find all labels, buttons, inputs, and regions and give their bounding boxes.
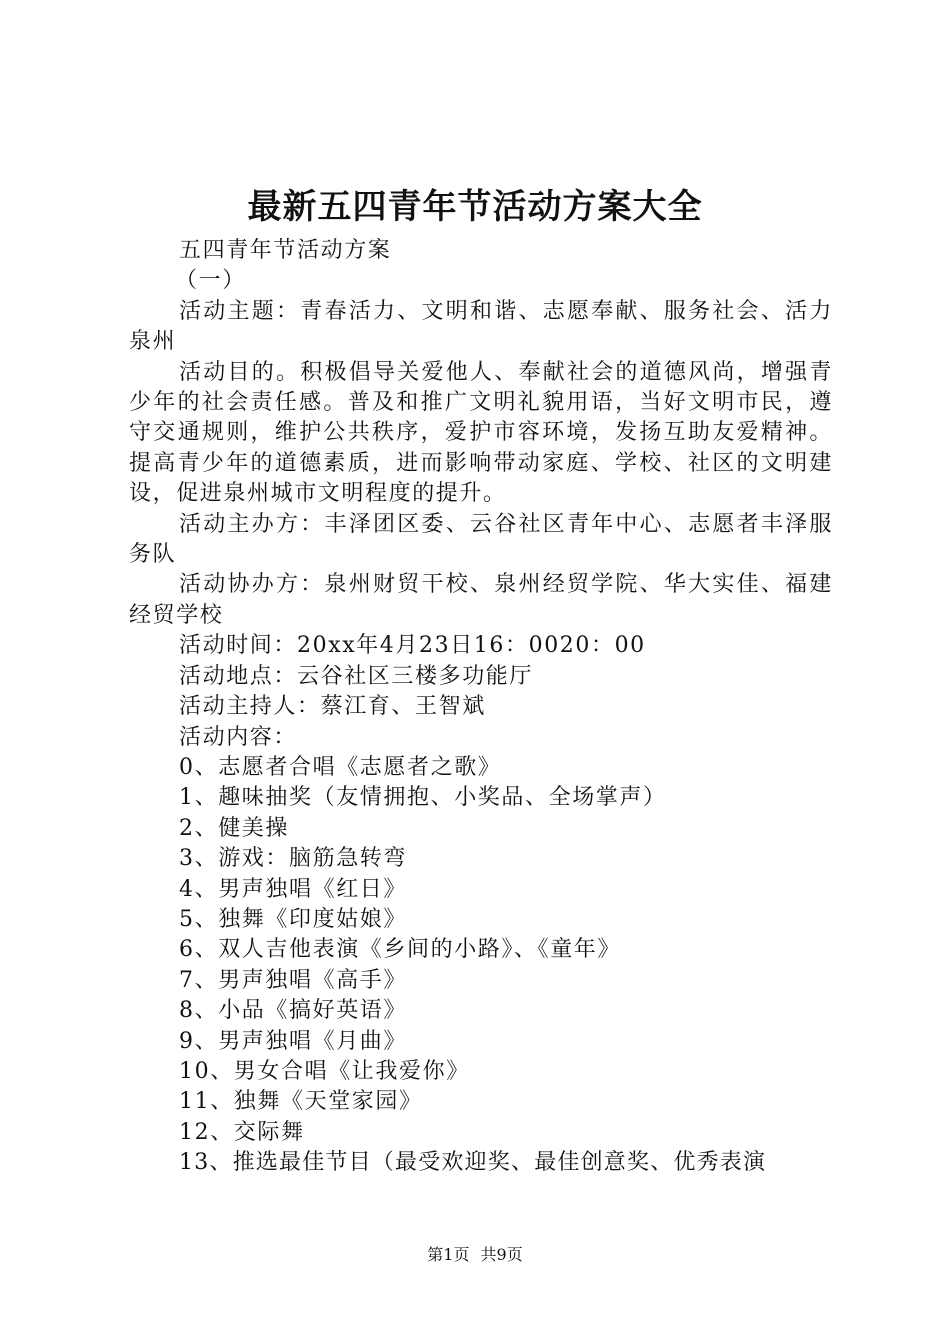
program-item: 4、男声独唱《红日》 xyxy=(179,876,407,902)
program-item: 3、游戏：脑筋急转弯 xyxy=(179,846,407,872)
program-item: 6、双人吉他表演《乡间的小路》、《童年》 xyxy=(179,937,621,963)
program-item: 11、独舞《天堂家园》 xyxy=(179,1089,423,1115)
program-item: 2、健美操 xyxy=(179,815,289,841)
program-item: 5、独舞《印度姑娘》 xyxy=(179,906,407,932)
program-item: 12、交际舞 xyxy=(179,1119,305,1145)
paragraph-hosts: 活动主持人：蔡江育、王智斌 xyxy=(179,694,486,720)
paragraph-time: 活动时间：20xx年4月23日16：0020：00 xyxy=(179,633,646,659)
paragraph-organizer: 活动主办方：丰泽团区委、云谷社区青年中心、志愿者丰泽服务队 xyxy=(129,511,833,568)
program-item: 0、志愿者合唱《志愿者之歌》 xyxy=(179,754,502,780)
paragraph-theme: 活动主题：青春活力、文明和谐、志愿奉献、服务社会、活力泉州 xyxy=(129,298,833,355)
paragraph-content-heading: 活动内容： xyxy=(179,724,298,750)
document-title: 最新五四青年节活动方案大全 xyxy=(247,187,703,227)
program-item: 9、男声独唱《月曲》 xyxy=(179,1028,407,1054)
page-number-footer: 第1页 共9页 xyxy=(427,1245,523,1264)
paragraph-location: 活动地点：云谷社区三楼多功能厅 xyxy=(179,663,534,689)
document-body xyxy=(129,236,833,1179)
subtitle: 五四青年节活动方案 xyxy=(179,238,392,263)
program-item: 8、小品《搞好英语》 xyxy=(179,998,407,1024)
program-item: 7、男声独唱《高手》 xyxy=(179,967,407,993)
paragraph-purpose: 活动目的。积极倡导关爱他人、奉献社会的道德风尚，增强青少年的社会责任感。普及和推广文明礼貌用语，当好文明市民，遵守交通规则，维护公共秩序，爱护市容环境，发扬互助友爱精神。提高青少年的道德素质，进而影响带动家庭、学校、社区的文明建设，促进泉州城市文明程度的提升。 xyxy=(129,359,833,507)
program-item: 10、男女合唱《让我爱你》 xyxy=(179,1058,470,1084)
program-item: 13、推选最佳节目（最受欢迎奖、最佳创意奖、优秀表演 xyxy=(179,1150,767,1176)
program-item: 1、趣味抽奖（友情拥抱、小奖品、全场掌声） xyxy=(179,785,667,811)
paragraph-co-organizer: 活动协办方：泉州财贸干校、泉州经贸学院、华大实佳、福建经贸学校 xyxy=(129,572,833,628)
section-marker: （一） xyxy=(175,268,246,294)
